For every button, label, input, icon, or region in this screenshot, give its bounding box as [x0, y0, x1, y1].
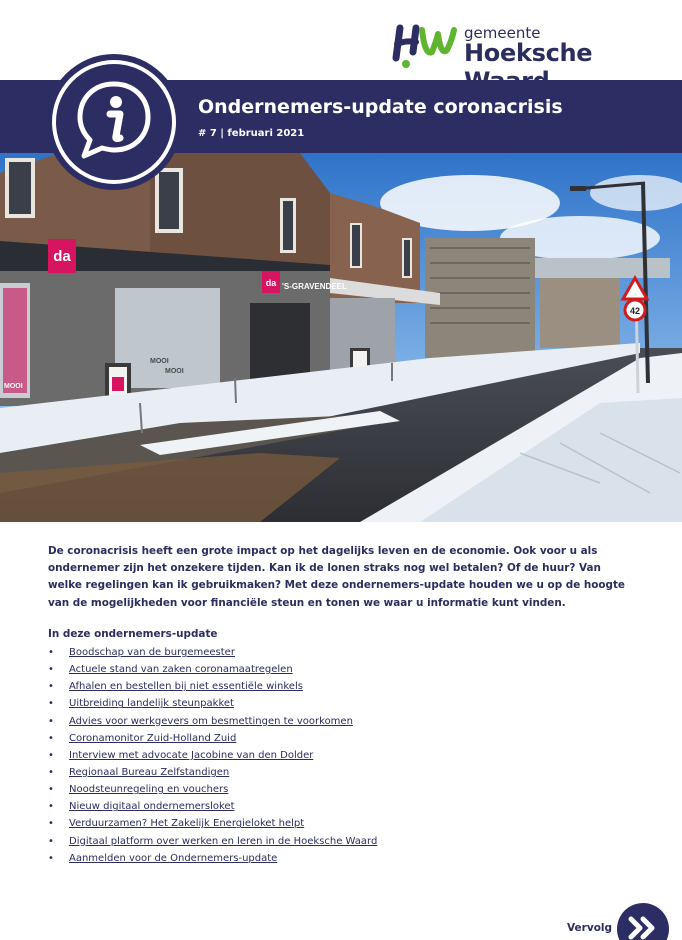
issue-meta: # 7 | februari 2021 — [198, 128, 305, 139]
toc-item — [48, 851, 377, 868]
toc-item — [48, 834, 377, 851]
toc-link-aanmelden[interactable]: Aanmelden voor de Ondernemers-update — [69, 852, 278, 864]
toc-link-noodsteunregeling[interactable]: Noodsteunregeling en vouchers — [69, 784, 229, 796]
hw-logo-mark-icon — [392, 22, 458, 70]
toc-link-bureau-zelfstandigen[interactable]: Regionaal Bureau Zelfstandigen — [69, 766, 230, 778]
toc-link-coronamaatregelen[interactable]: Actuele stand van zaken coronamaatregelen — [69, 664, 293, 676]
toc-item — [48, 816, 377, 833]
bullet-icon: • — [48, 647, 54, 658]
toc-item — [48, 748, 377, 765]
bullet-icon: • — [48, 766, 54, 778]
bullet-icon: • — [48, 681, 54, 693]
toc-link-energieloket[interactable]: Verduurzamen? Het Zakelijk Energieloket helpt — [69, 818, 305, 830]
bullet-icon: • — [48, 732, 54, 744]
bullet-icon: • — [48, 664, 54, 676]
double-chevron-right-icon — [617, 903, 669, 940]
toc-link-burgemeester[interactable]: Boodschap van de burgemeester — [69, 647, 235, 658]
toc-item — [48, 765, 377, 782]
gemeente-logo[interactable] — [392, 22, 642, 72]
toc-list — [48, 645, 377, 868]
toc-item — [48, 731, 377, 748]
toc-item — [48, 799, 377, 816]
toc-item — [48, 714, 377, 731]
brand-sign-1: da — [53, 248, 71, 265]
toc-item — [48, 696, 377, 713]
toc-link-ondernemersloket[interactable]: Nieuw digitaal ondernemersloket — [69, 801, 235, 813]
window-text-1: MOOI — [150, 358, 169, 365]
logo-big-text: Hoeksche — [464, 39, 593, 67]
bullet-icon: • — [48, 801, 54, 813]
store-sign-text: 'S-GRAVENDEEL — [282, 282, 347, 291]
street-scene-illustration — [0, 153, 682, 522]
toc-link-digitaal-platform[interactable]: Digitaal platform over werken en leren in de Hoeksche Waard — [69, 835, 378, 847]
logo-small-text: gemeente — [464, 24, 541, 42]
toc-link-steunpakket[interactable]: Uitbreiding landelijk steunpakket — [69, 698, 234, 710]
toc-item — [48, 662, 377, 679]
brand-sign-2: da — [265, 278, 277, 288]
bullet-icon: • — [48, 784, 54, 796]
next-button[interactable] — [617, 903, 669, 940]
bullet-icon: • — [48, 818, 54, 830]
next-label[interactable]: Vervolg — [567, 922, 613, 934]
toc-item — [48, 679, 377, 696]
window-text-3: MOOI — [4, 383, 23, 390]
intro-paragraph: De coronacrisis heeft een grote impact op het dagelijks leven en de economie. Ook voor u als ondernemer zijn het onzekere tijden. Kan ik de lonen straks nog wel betalen? Of de huur? Van welke regelingen kan ik gebruikmaken? Met deze ondernemers-update houden we u op de hoogte van de mogelijkheden voor financiële steun en tonen we waar u informatie kunt vinden. — [48, 545, 625, 609]
bullet-icon: • — [48, 715, 54, 727]
bullet-icon: • — [48, 749, 54, 761]
info-badge-icon — [44, 52, 184, 192]
toc-heading: In deze ondernemers-update — [48, 628, 218, 640]
street-photo — [0, 153, 682, 522]
window-text-2: MOOI — [165, 368, 184, 375]
toc-item — [48, 782, 377, 799]
toc-link-coronamonitor[interactable]: Coronamonitor Zuid-Holland Zuid — [69, 732, 237, 744]
page-title: Ondernemers-update coronacrisis — [198, 96, 563, 118]
bullet-icon: • — [48, 852, 54, 864]
toc-link-interview[interactable]: Interview met advocate Jacobine van den Dolder — [69, 749, 314, 761]
bullet-icon: • — [48, 698, 54, 710]
toc-item — [48, 645, 377, 662]
toc-link-advies-werkgevers[interactable]: Advies voor werkgevers om besmettingen te voorkomen — [69, 715, 353, 727]
toc-link-afhalen-bestellen[interactable]: Afhalen en bestellen bij niet essentiële winkels — [69, 681, 303, 693]
road-sign-text: 42 — [629, 306, 641, 316]
bullet-icon: • — [48, 835, 54, 847]
